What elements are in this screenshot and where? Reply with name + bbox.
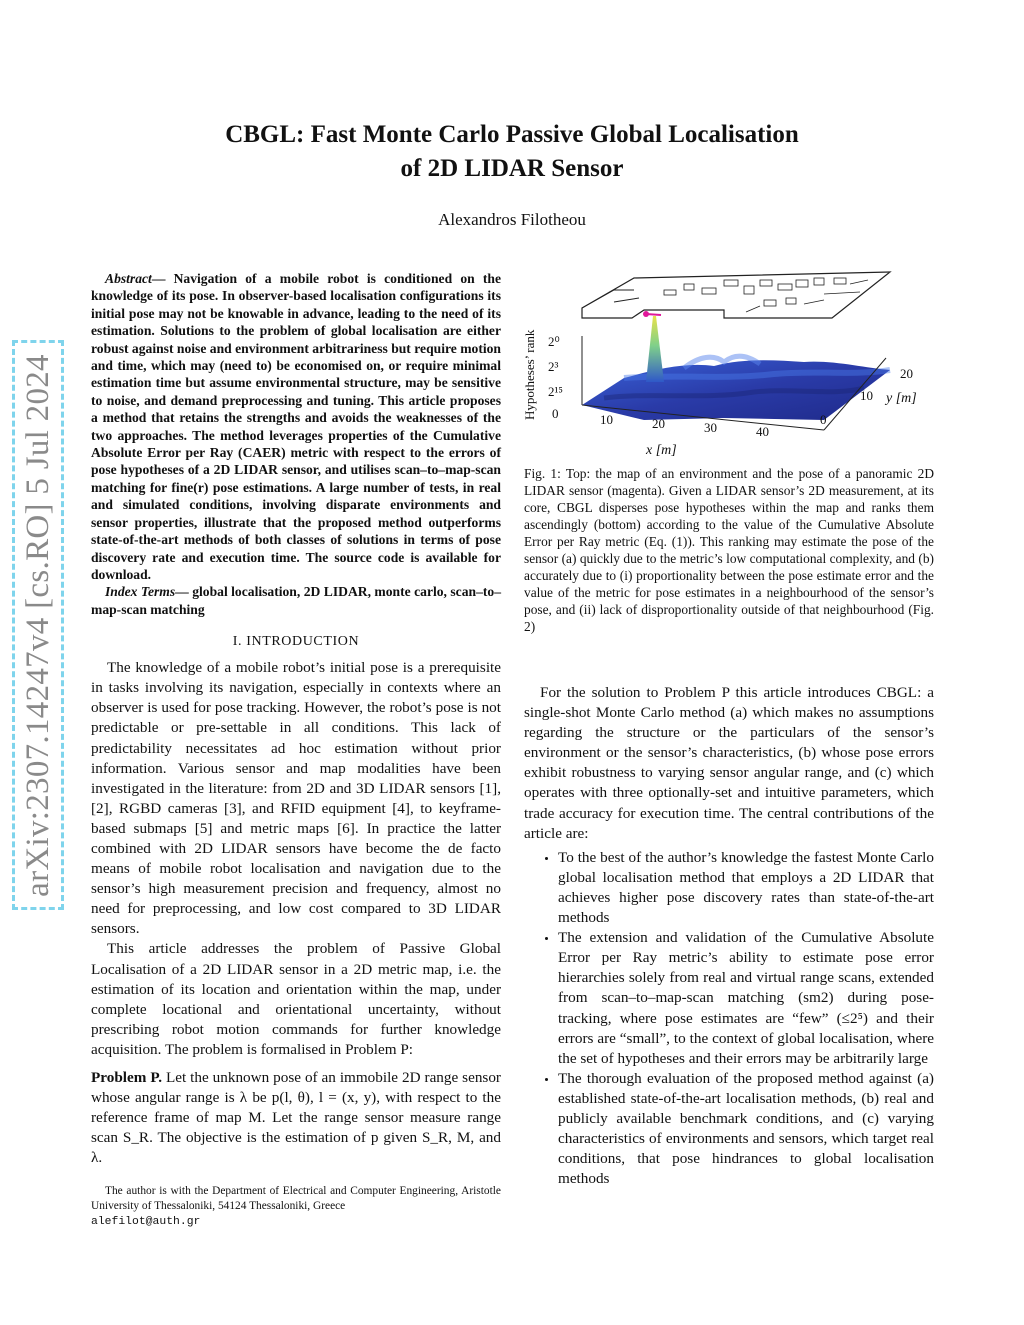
contributions-list — [524, 848, 934, 1190]
x-tick-10: 10 — [600, 412, 613, 427]
y-tick-10: 10 — [860, 388, 873, 403]
figure-1-caption: Fig. 1: Top: the map of an environment and the pose of a panoramic 2D LIDAR sensor (magenta). Given a LIDAR sensor’s 2D measurement, at its core, CBGL disperses pose hypotheses within the map and ranks them ascendingly (bottom) according to the value of the Cumulative Absolute Error per Ray metric (Eq. (1)). This ranking may estimate the pose of the sensor (a) quickly due to the metric’s low computational complexity, and (b) accurately due to (i) proportionality between the pose estimate error and the value of the metric for pose estimates in a neighbourhood of the sensor’s pose, and (ii) lack of disproportionality outside of that neighbourhood (Fig. 2) — [524, 466, 934, 634]
contribution-item: • To the best of the author’s knowledge the fastest Monte Carlo global localisation method that employs a 2D LIDAR that achieves higher pose discovery rates than state-of-the-art methods — [558, 848, 934, 928]
contribution-item: • The thorough evaluation of the proposed method against (a) established state-of-the-art localisation methods, (b) real and publicly available benchmark conditions, and (c) varying characteristics of environments and sensors, which target real conditions, that pose hindrances to global localisation methods — [558, 1069, 934, 1190]
error-surface — [582, 316, 890, 420]
footnote-affiliation: The author is with the Department of Electrical and Computer Engineering, Aristotle University of Thessaloniki, 54124 Thessaloniki, Greece — [91, 1185, 501, 1213]
abstract — [91, 270, 501, 583]
title-line-1: CBGL: Fast Monte Carlo Passive Global Localisation — [225, 121, 799, 148]
right-column — [524, 270, 934, 1189]
contributions-section — [524, 683, 934, 1189]
z-tick-0: 2⁰ — [548, 334, 560, 349]
paper-title — [112, 118, 912, 186]
footnote-email[interactable]: alefilot@auth.gr — [91, 1215, 201, 1228]
title-line-2: of 2D LIDAR Sensor — [400, 155, 624, 182]
y-tick-20: 20 — [900, 366, 913, 381]
x-tick-30: 30 — [704, 420, 717, 435]
figure-yaxis-label: y [m] — [886, 391, 917, 406]
index-terms — [91, 583, 501, 618]
z-tick-2: 2¹⁵ — [548, 384, 563, 399]
abstract-label: Abstract — [105, 271, 152, 286]
figure-xlabel: x [m] — [646, 443, 677, 458]
arxiv-identifier: arXiv:2307.14247v4 [cs.RO] 5 Jul 2024 — [19, 353, 56, 897]
intro-paragraph-2: This article addresses the problem of Passive Global Localisation of a 2D LIDAR sensor in a 2D metric map, i.e. the estimation of its location and orientation within the map, under complete locational and orientational uncertainty, without prescribing robot motion commands for further knowledge acquisition. The problem is formalised in Problem P: — [91, 940, 501, 1058]
problem-text: Let the unknown pose of an immobile 2D range sensor whose angular range is λ be p(l, θ), l = (x, y), with respect to the reference frame of map M. Let the range sensor measure range scan S_R. The objective is the estimation of p given S_R, M, and λ. — [91, 1069, 501, 1167]
author-footnote — [91, 1184, 501, 1229]
figure-ylabel: Hypotheses’ rank — [522, 329, 537, 420]
intro-paragraph-1: The knowledge of a mobile robot’s initial pose is a prerequisite in tasks involving its navigation, especially in contexts where an observer is used for pose tracking. However, the robot’s pose is not predictable or pre-settable in all conditions. This lack of predictability necessitates ad hoc estimation without prior information. Various sensor and map modalities have been investigated in the literature: from 2D and 3D LIDAR sensors [1], [2], RGBD cameras [3], and RFID equipment [4], to keyframe-based submaps [5] and metric maps [6]. In practice the latter combined with 2D LIDAR sensors have become the de facto means of mobile robot localisation and navigation due to the sensor’s high measurement precision and frequency, almost no need for preprocessing, and low cost compared to 3D LIDAR sensors. — [91, 659, 501, 938]
index-terms-text: — global localisation, 2D LIDAR, monte carlo, scan–to–map-scan matching — [91, 584, 501, 617]
environment-map — [582, 272, 890, 318]
figure-1 — [522, 270, 934, 458]
y-tick-0: 0 — [820, 412, 827, 427]
problem-label: Problem P. — [91, 1069, 163, 1086]
problem-statement — [91, 1068, 501, 1168]
abstract-text: — Navigation of a mobile robot is conditioned on the knowledge of its pose. In observer-based localisation configurations its initial pose may not be knowable in advance, leading to the need of its estimation. Solutions to the problem of global localisation are either robust against noise and environment arbitrariness but require motion and time, which may (need to) be economised on, or require minimal estimation time but assume environmental structure, may be sensitive to noise, and demand preprocessing and tuning. This article proposes a method that retains the strengths and avoids the weaknesses of the two approaches. The method leverages properties of the Cumulative Absolute Error per Ray (CAER) metric with respect to the errors of pose hypotheses of a 2D LIDAR sensor, and utilises scan–to–map-scan matching for fine(r) pose estimations. A large number of tests, in real and simulated conditions, involving disparate environments and sensor properties, illustrate that the proposed method outperforms state-of-the-art methods of both classes of solutions in terms of pose discovery rate and execution time. The source code is available for download. — [91, 271, 501, 582]
author-name: Alexandros Filotheou — [438, 210, 586, 229]
x-tick-20: 20 — [652, 416, 665, 431]
index-terms-label: Index Terms — [105, 584, 176, 600]
pose-peak — [646, 316, 664, 382]
arxiv-stamp — [12, 340, 64, 910]
z-tick-1: 2³ — [548, 359, 559, 374]
x-tick-40: 40 — [756, 424, 769, 439]
right-paragraph-1: For the solution to Problem P this article introduces CBGL: a single-shot Monte Carlo method (a) which makes no assumptions regarding the structure or the particulars of the sensor’s environment or the sensor’s characteristics, (b) whose pose errors exhibit robustness to varying sensor angular range, and (c) which operates with three optionally-set and intuitive parameters, which trade accuracy for execution time. The central contributions of the article are: — [524, 684, 934, 842]
contribution-item: • The extension and validation of the Cumulative Absolute Error per Ray metric’s ability to estimate pose error hierarchies solely from real and virtual range scans, extended from scan–to–map-scan matching (sm2) during pose-tracking, where pose estimates are “few” (≤2⁵) and their errors are “small”, to the context of global localisation, where the set of hypotheses and their errors may be arbitrarily large — [558, 928, 934, 1069]
section-heading-introduction: I. INTRODUCTION — [232, 634, 360, 650]
left-column — [91, 270, 501, 1229]
lidar-sensor-pose — [643, 311, 661, 317]
figure-1-plot — [522, 270, 934, 458]
z-tick-3: 0 — [552, 406, 559, 421]
